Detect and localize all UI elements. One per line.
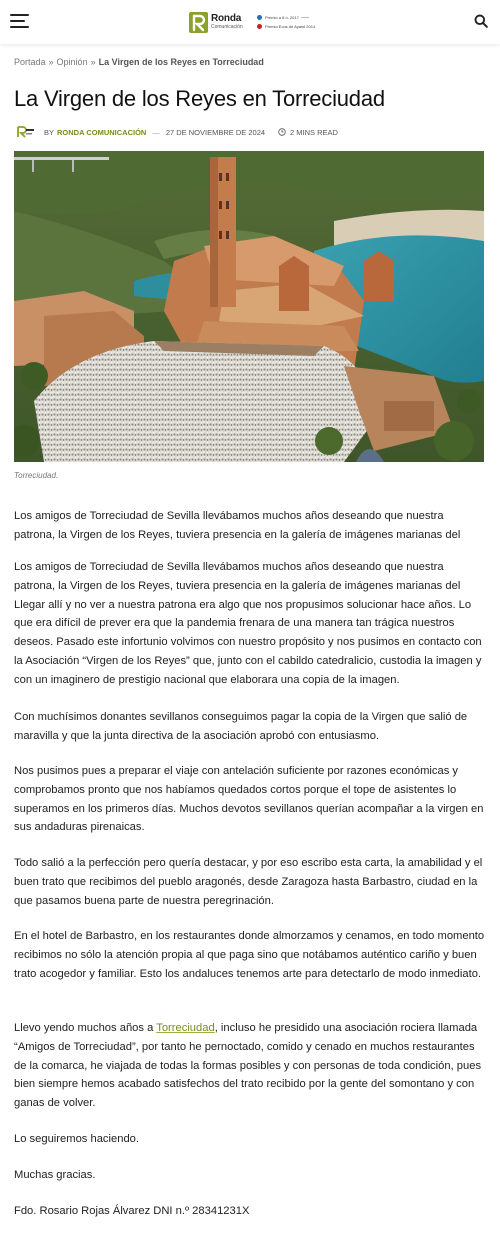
- article-body: [14, 854, 486, 910]
- article-signature: [14, 1202, 486, 1221]
- image-caption: Torreciudad.: [14, 471, 59, 480]
- awards-badges: [257, 13, 316, 31]
- award-item: [257, 13, 309, 22]
- paragraph: Los amigos de Torreciudad de Sevilla llevábamos muchos años deseando que nuestra patrona, la Virgen de los Reyes, tuviera presencia en la galería de imágenes marianas del: [14, 510, 461, 541]
- paragraph: En el hotel de Barbastro, en los restaurantes donde almorzamos y cenamos, en todo momento recibimos no sólo la atención propia al que paga sino que notábamos auténtico cariño y buen trato acogedor y familiar. Esto los andaluces tenemos arte para detectarlo de modo inmediato.: [14, 930, 485, 980]
- paragraph: Muchas gracias.: [14, 1169, 96, 1181]
- site-logo[interactable]: [189, 10, 243, 34]
- paragraph: Fdo. Rosario Rojas Álvarez DNI n.º 28341231X: [14, 1205, 250, 1217]
- award-badge-icon: [257, 15, 262, 20]
- author-avatar[interactable]: [14, 123, 36, 141]
- meta-by: BY: [44, 127, 55, 137]
- paragraph: Todo salió a la perfección pero quería destacar, y por eso escribo esta carta, la amabilidad y el buen trato que recibimos del pueblo aragonés, desde Zaragoza hasta Barbastro, ciudad en la que pasamos buena parte de nuestra peregrinación.: [14, 857, 483, 907]
- sanctuary-photo: [14, 151, 484, 462]
- article-body: [14, 708, 486, 746]
- article-body: [14, 558, 486, 690]
- breadcrumb-category-link[interactable]: Opinión: [56, 57, 88, 67]
- torreciudad-link[interactable]: Torreciudad: [156, 1022, 215, 1034]
- award-badge-icon: [257, 24, 262, 29]
- article-body: [14, 1130, 486, 1149]
- paragraph: Con muchísimos donantes sevillanos conseguimos pagar la copia de la Virgen que salió de maravilla y que la junta directiva de la asociación aprobó con entusiasmo.: [14, 711, 468, 742]
- site-header: [0, 0, 500, 44]
- breadcrumb: Portada » Opinión » La Virgen de los Reyes en Torreciudad: [14, 57, 264, 67]
- award-text: Premio a 8 ó. 2017: [265, 15, 299, 20]
- article-intro: [14, 507, 486, 545]
- author-link[interactable]: RONDA COMUNICACIÓN: [57, 127, 147, 137]
- article-body: [14, 1166, 486, 1185]
- logo-mark-icon: [189, 12, 208, 33]
- logo-name: Ronda: [211, 13, 242, 24]
- paragraph: Nos pusimos pues a preparar el viaje con antelación suficiente por razones económicas y comprobamos pronto que nos habíamos quedados cortos porque el tope de asistentes lo superamos en los primeros días. Muchos devotos sevillanos querían acompañar a la virgen en sus andaduras pirenaicas.: [14, 765, 484, 834]
- clock-icon: [278, 128, 286, 136]
- breadcrumb-home-link[interactable]: Portada: [14, 57, 46, 67]
- publish-date: 27 DE NOVIEMBRE DE 2024: [165, 127, 266, 137]
- menu-icon[interactable]: [10, 14, 29, 28]
- logo-subtitle: Comunicación: [211, 24, 243, 30]
- article-body: [14, 927, 486, 983]
- paragraph: Los amigos de Torreciudad de Sevilla llevábamos muchos años deseando que nuestra patrona, la Virgen de los Reyes, tuviera presencia en la galería de imágenes marianas del Llegar allí y no ver a nuestra patrona era algo que nos propusimos solucionar hace años. Lo que era difícil de prever era que la pandemia frenara de una manera tan trágica nuestros deseos. Pasado este infortunio volvimos con nuestro propósito y nos pusimos en contacto con la Asociación “Virgen de los Reyes” que, junto con el cabildo catedralicio, custodia la imagen y con un imaginero de prestigio nacional que elaborara una copia de la imagen.: [14, 561, 482, 686]
- article-body: [14, 1019, 486, 1113]
- breadcrumb-current: La Virgen de los Reyes en Torreciudad: [98, 57, 264, 67]
- paragraph: Llevo yendo muchos años a Torreciudad, incluso he presidido una asociación rociera llamada “Amigos de Torreciudad”, por tanto he pernoctado, comido y cenado en muchos restaurantes de la comarca, he viajada de todas la formas posibles y con personas de toda condición, pues bien siempre hemos acabado satisfechos del trato recibido por la gente del somontano y con ganas de volver.: [14, 1022, 482, 1110]
- read-time: 2 MINS READ: [290, 127, 338, 137]
- page-title: La Virgen de los Reyes en Torreciudad: [14, 86, 385, 111]
- paragraph: Lo seguiremos haciendo.: [14, 1133, 140, 1145]
- award-text: Premio Ecos de Ayami 2014: [265, 24, 316, 29]
- search-icon[interactable]: [474, 14, 488, 28]
- article-featured-image: [14, 151, 484, 462]
- article-meta: BY RONDA COMUNICACIÓN — 27 DE NOVIEMBRE DE 2024 2 MINS READ: [14, 122, 338, 142]
- article-body: [14, 762, 486, 837]
- author-logo-icon: [15, 125, 35, 139]
- award-item: [257, 22, 316, 31]
